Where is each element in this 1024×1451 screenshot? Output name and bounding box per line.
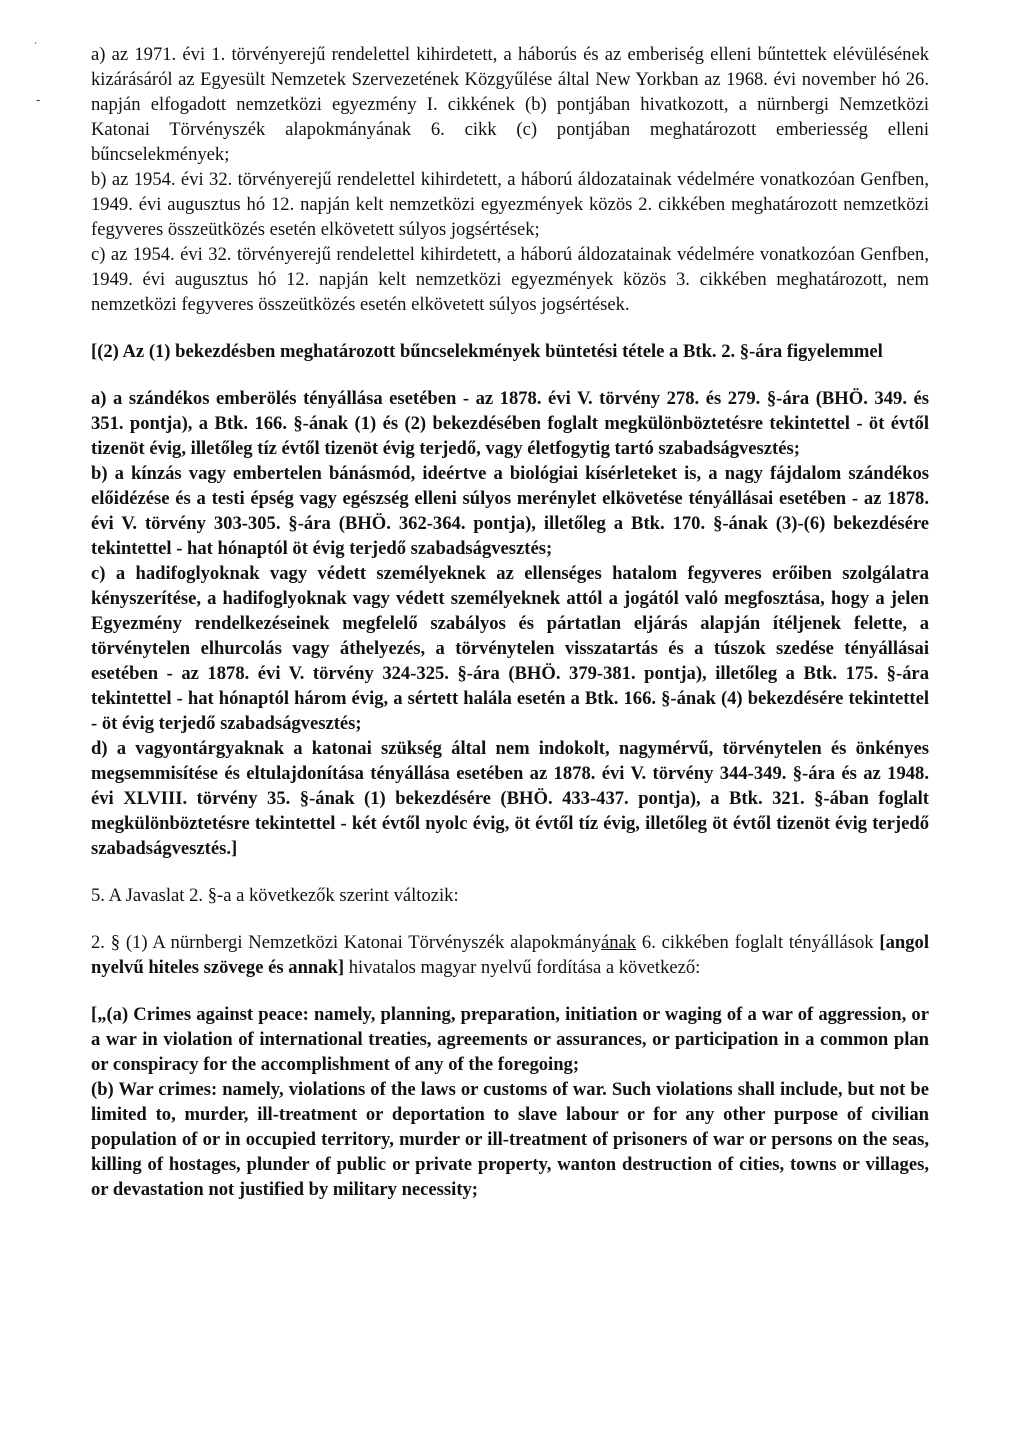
section-2-text-start: 2. § (1) A nürnbergi Nemzetközi Katonai Törvényszék alapokmány <box>91 932 601 953</box>
section-2-paragraph <box>91 930 929 980</box>
margin-mark-dash: - <box>36 92 41 107</box>
section-2-text-end: hivatalos magyar nyelvű fordítása a következő: <box>344 957 701 978</box>
section-2-text-mid: 6. cikkében foglalt tényállások <box>636 932 880 953</box>
paragraph-2-item-c: c) a hadifoglyoknak vagy védett személyeknek az ellenséges hatalom fegyveres erőiben szolgálatra kényszerítése, a hadifoglyoknak vagy védett személyeknek attól a jogától való megfosztása, hogy a jelen Egyezmény rendelkezéseinek megfelelő szabályos és pártatlan eljárás alapján ítéljenek felette, a törvénytelen elhurcolás vagy áthelyezés, a törvénytelen visszatartás és a túszok szedése tényállásai esetében - az 1878. évi V. törvény 324-325. §-ára (BHÖ. 379-381. pontja), illetőleg a Btk. 175. §-ára tekintettel - hat hónaptól három évig, a sértett halála esetén a Btk. 166. §-ának (4) bekezdésére tekintettel - öt évig terjedő szabadságvesztés; <box>91 563 929 734</box>
document-body <box>91 42 929 1202</box>
list-item-b: b) az 1954. évi 32. törvényerejű rendelettel kihirdetett, a háború áldozatainak védelmére vonatkozóan Genfben, 1949. évi augusztus hó 12. napján kelt nemzetközi egyezmények közös 2. cikkében meghatározott nemzetközi fegyveres összeütközés esetén elkövetett súlyos jogsértések; <box>91 169 929 240</box>
list-item-c: c) az 1954. évi 32. törvényerejű rendelettel kihirdetett, a háború áldozatainak védelmére vonatkozóan Genfben, 1949. évi augusztus hó 12. napján kelt nemzetközi egyezmények közös 3. cikkében meghatározott, nem nemzetközi fegyveres összeütközés esetén elkövetett súlyos jogsértések. <box>91 244 929 315</box>
paragraph-2-heading: [(2) Az (1) bekezdésben meghatározott bűncselekmények büntetési tétele a Btk. 2. §-ára figyelemmel <box>91 341 883 362</box>
section-2-bracketed-bold: [angol nyelvű hiteles szövege és annak] <box>91 932 930 978</box>
section-2-underlined-suffix: ának <box>600 932 637 953</box>
english-crimes-against-peace: [„(a) Crimes against peace: namely, planning, preparation, initiation or waging of a war of aggression, or a war in violation of international treaties, agreements or assurances, or participation in a common plan or conspiracy for the accomplishment of any of the foregoing; <box>91 1004 929 1075</box>
margin-mark-top: ˙ <box>34 40 39 55</box>
paragraph-2-item-a: a) a szándékos emberölés tényállása esetében - az 1878. évi V. törvény 278. és 279. §-ára (BHÖ. 349. és 351. pontja), a Btk. 166. §-ának (1) és (2) bekezdésében foglalt megkülönböztetésre tekintettel - öt évtől tizenöt évig, illetőleg tíz évtől tizenöt évig terjedő, vagy életfogytig tartó szabadságvesztés; <box>91 388 929 459</box>
section-5-title: 5. A Javaslat 2. §-a a következők szerint változik: <box>91 885 459 906</box>
list-item-a: a) az 1971. évi 1. törvényerejű rendelettel kihirdetett, a háborús és az emberiség elleni bűntettek elévülésének kizárásáról az Egyesült Nemzetek Szervezetének Közgyűlése által New Yorkban az 1968. évi november hó 26. napján elfogadott nemzetközi egyezmény I. cikkének (b) pontjában hivatkozott, a nürnbergi Nemzetközi Katonai Törvényszék alapokmányának 6. cikk (c) pontjában meghatározott emberiesség elleni bűncselekmények; <box>91 44 929 165</box>
paragraph-2-item-b: b) a kínzás vagy embertelen bánásmód, ideértve a biológiai kísérleteket is, a nagy fájdalom szándékos előidézése és a testi épség vagy egészség elleni súlyos merénylet elkövetése tényállásai esetében - az 1878. évi V. törvény 303-305. §-ára (BHÖ. 362-364. pontja), illetőleg a Btk. 170. §-ának (3)-(6) bekezdésére tekintettel - hat hónaptól öt évig terjedő szabadságvesztés; <box>91 463 929 559</box>
paragraph-2-item-d: d) a vagyontárgyaknak a katonai szükség által nem indokolt, nagymérvű, törvénytelen és önkényes megsemmisítése és eltulajdonítása tényállása esetében az 1878. évi V. törvény 344-349. §-ára és az 1948. évi XLVIII. törvény 35. §-ának (1) bekezdésére (BHÖ. 433-437. pontja), a Btk. 321. §-ában foglalt megkülönböztetésre tekintettel - két évtől nyolc évig, öt évtől tíz évig, illetőleg öt évtől tizenöt évig terjedő szabadságvesztés.] <box>91 738 929 859</box>
english-war-crimes: (b) War crimes: namely, violations of the laws or customs of war. Such violations shall include, but not be limited to, murder, ill-treatment or deportation to slave labour or for any other purpose of civilian population of or in occupied territory, murder or ill-treatment of prisoners of war or persons on the seas, killing of hostages, plunder of public or private property, wanton destruction of cities, towns or villages, or devastation not justified by military necessity; <box>91 1079 929 1200</box>
